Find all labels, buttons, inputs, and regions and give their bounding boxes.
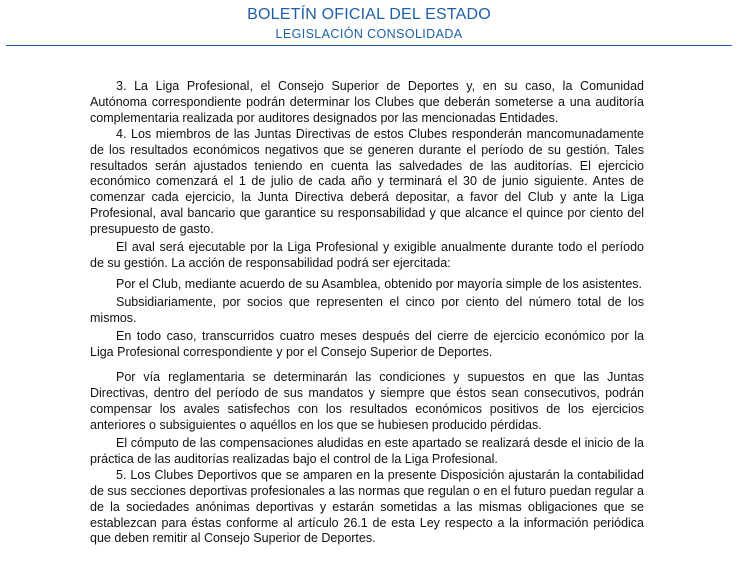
paragraph-club: Por el Club, mediante acuerdo de su Asamblea, obtenido por mayoría simple de los asistentes. [116, 276, 642, 291]
paragraph-aval: El aval será ejecutable por la Liga Profesional y exigible anualmente durante todo el período de su gestión. La acción de responsabilidad podrá ser ejercitada: [90, 240, 644, 270]
paragraph-en-todo-caso: En todo caso, transcurridos cuatro meses después del cierre de ejercicio económico por la Liga Profesional correspondiente y por el Consejo Superior de Deportes. [90, 328, 644, 359]
document-header [0, 0, 738, 46]
header-subtitle: LEGISLACIÓN CONSOLIDADA [275, 27, 463, 41]
header-divider [6, 45, 732, 46]
paragraph-4: 4. Los miembros de las Juntas Directivas de estos Clubes responderán mancomunadamente de los resultados económicos negativos que se generen durante el período de su gestión. Tales resultados serán ajustados teniendo en cuenta las salvedades de las auditorías. El ejercicio económico comenzará el 1 de julio de cada año y terminará el 30 de junio siguiente. Antes de comenzar cada ejercicio, la Junta Directiva deberá depositar, a favor del Club y ante la Liga Profesional, aval bancario que garantice su responsabilidad y que alcance el quince por ciento del presupuesto de gasto. [90, 126, 644, 237]
header-title: BOLETÍN OFICIAL DEL ESTADO [247, 6, 491, 23]
paragraph-3: 3. La Liga Profesional, el Consejo Superior de Deportes y, en su caso, la Comunidad Autónoma correspondiente podrán determinar los Clubes que deberán someterse a una auditoría complementaria realizada por auditores designados por las mencionadas Entidades. [90, 79, 644, 125]
paragraph-subsidiariamente: Subsidiariamente, por socios que representen el cinco por ciento del número total de los mismos. [90, 294, 644, 325]
paragraph-5: 5. Los Clubes Deportivos que se amparen en la presente Disposición ajustarán la contabilidad de sus secciones deportivas profesionales a las normas que regulan o en el futuro puedan regular a de la sociedades anónimas deportivas y estarán sometidas a las mismas obligaciones que se establezcan para éstas conforme al artículo 26.1 de esta Ley respecto a la información periódica que deben remitir al Consejo Superior de Deportes. [90, 467, 644, 546]
document-body [90, 79, 644, 547]
paragraph-via-reglamentaria: Por vía reglamentaria se determinarán las condiciones y supuestos en que las Juntas Directivas, dentro del período de sus mandatos y siempre que éstos sean consecutivos, podrán compensar los avales satisfechos con los resultados económicos positivos de los ejercicios anteriores o subsiguientes o aquéllos en los que se hubiesen producido pérdidas. [90, 370, 644, 433]
paragraph-computo: El cómputo de las compensaciones aludidas en este apartado se realizará desde el inicio de la práctica de las auditorías realizadas bajo el control de la Liga Profesional. [90, 436, 644, 466]
